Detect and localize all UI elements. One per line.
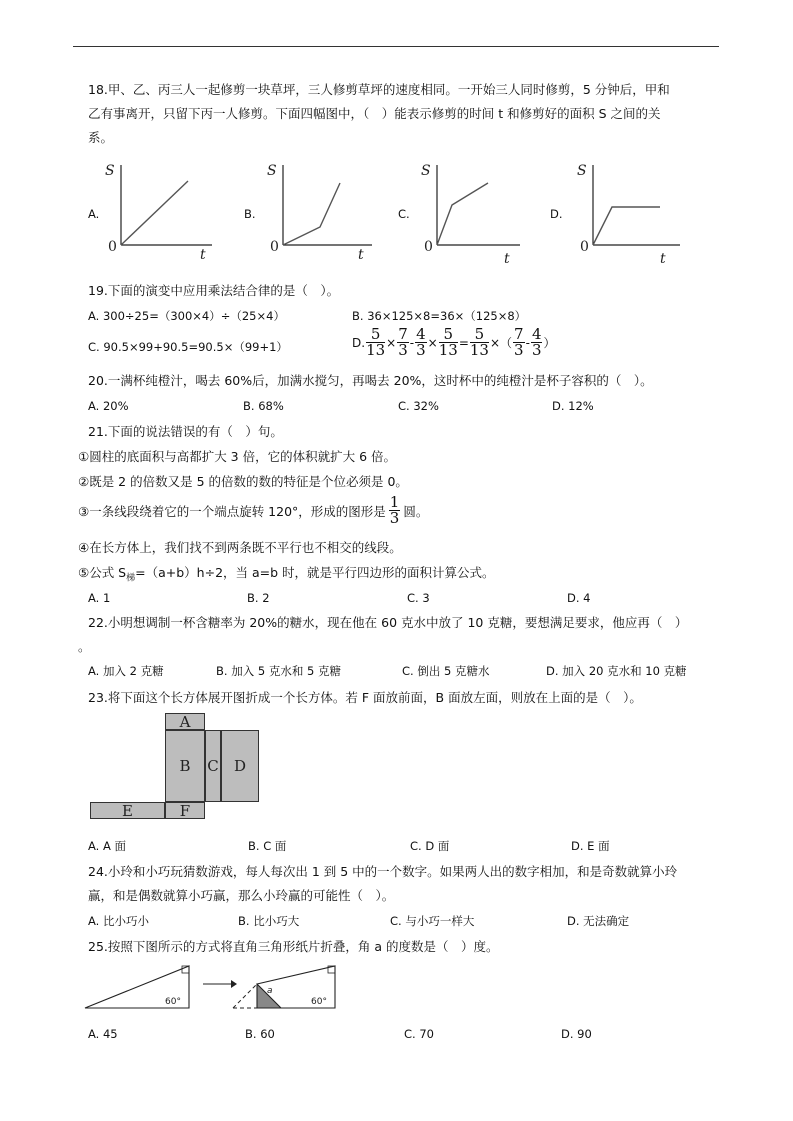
- times-sign: ×: [386, 335, 397, 350]
- fraction: $\frac{4}{3}$: [416, 325, 426, 359]
- q21-option-b[interactable]: B. 2: [247, 591, 270, 605]
- statement-text: =（a+b）h÷2，当 a=b 时，就是平行四边形的面积计算公式。: [135, 565, 495, 580]
- axis-t-label: t: [200, 247, 206, 263]
- q25-option-a[interactable]: A. 45: [88, 1027, 118, 1041]
- origin-label: 0: [580, 239, 589, 255]
- q23-option-d[interactable]: D. E 面: [571, 839, 610, 853]
- face-a: A: [165, 713, 205, 730]
- q23-option-c[interactable]: C. D 面: [410, 839, 450, 853]
- q21-statement-2: ②既是 2 的倍数又是 5 的倍数的数的特征是个位必须是 0。: [78, 474, 408, 489]
- q18-option-d[interactable]: D.: [550, 207, 563, 221]
- angle-60-label: 60°: [311, 997, 327, 1007]
- q19-option-d[interactable]: [352, 327, 556, 358]
- q18-graph-c: [416, 155, 536, 265]
- axis-t-label: t: [660, 251, 666, 267]
- fraction: $\frac{4}{3}$: [531, 325, 542, 359]
- q20-option-c[interactable]: C. 32%: [398, 399, 439, 413]
- q25-option-d[interactable]: D. 90: [561, 1027, 592, 1041]
- q25-option-b[interactable]: B. 60: [245, 1027, 275, 1041]
- axis-t-label: t: [358, 247, 364, 263]
- statement-text: ③一条线段绕着它的一个端点旋转 120°，形成的图形是: [78, 503, 386, 519]
- q18-graph-d: [572, 155, 692, 265]
- origin-label: 0: [424, 239, 433, 255]
- q22-option-d[interactable]: D. 加入 20 克水和 10 克糖: [546, 664, 687, 678]
- q21-statement-4: ④在长方体上，我们找不到两条既不平行也不相交的线段。: [78, 540, 402, 555]
- equals-sign: =: [458, 335, 469, 350]
- q24-option-d[interactable]: D. 无法确定: [567, 914, 630, 928]
- face-d: D: [221, 730, 259, 802]
- face-f: F: [165, 802, 205, 819]
- q21-stem: 21.下面的说法错误的有（ ）句。: [88, 424, 283, 439]
- q22-option-c[interactable]: C. 倒出 5 克糖水: [402, 664, 490, 678]
- axis-s-label: S: [267, 163, 277, 179]
- origin-label: 0: [108, 239, 117, 255]
- face-b: B: [165, 730, 205, 802]
- face-c: C: [205, 730, 221, 802]
- q22-option-a[interactable]: A. 加入 2 克糖: [88, 664, 164, 678]
- fraction: $\frac{5}{13}$: [366, 325, 386, 359]
- q20-option-a[interactable]: A. 20%: [88, 399, 129, 413]
- q20-stem: 20.一满杯纯橙汁，喝去 60%后，加满水搅匀，再喝去 20%，这时杯中的纯橙汁是杯子容积的（ ）。: [88, 373, 653, 388]
- q18-option-a[interactable]: A.: [88, 207, 100, 221]
- angle-a-label: a: [267, 986, 273, 996]
- minus-sign: -: [409, 335, 415, 350]
- q24-option-b[interactable]: B. 比小巧大: [238, 914, 300, 928]
- q18-stem-line2: 乙有事离开，只留下丙一人修剪。下面四幅图中，（ ）能表示修剪的时间 t 和修剪好的面积 S 之间的关: [88, 106, 661, 121]
- times-sign: ×: [427, 335, 438, 350]
- left-paren: （: [500, 336, 513, 350]
- q25-option-c[interactable]: C. 70: [404, 1027, 434, 1041]
- q24-option-a[interactable]: A. 比小巧小: [88, 914, 149, 928]
- fraction: $\frac{7}{3}$: [514, 325, 524, 359]
- q24-stem-line2: 赢，和是偶数就算小巧赢，那么小玲赢的可能性（ ）。: [88, 888, 395, 903]
- times-sign: ×: [489, 335, 501, 350]
- axis-s-label: S: [421, 163, 431, 179]
- option-letter: D.: [352, 335, 366, 350]
- angle-60-label: 60°: [165, 997, 181, 1007]
- q21-statement-1: ①圆柱的底面积与高都扩大 3 倍，它的体积就扩大 6 倍。: [78, 449, 397, 464]
- q22-stem-line1: 22.小明想调制一杯含糖率为 20%的糖水，现在他在 60 克水中放了 10 克糖，要想满足要求，他应再（ ）: [88, 615, 688, 630]
- q25-figure: [85, 960, 385, 1015]
- statement-text: 圆。: [403, 503, 429, 519]
- q23-stem: 23.将下面这个长方体展开图折成一个长方体。若 F 面放前面，B 面放左面，则放在上面的是（ ）。: [88, 690, 642, 705]
- q19-stem: 19.下面的演变中应用乘法结合律的是（ ）。: [88, 283, 340, 298]
- q21-statement-5: [78, 563, 495, 589]
- q18-option-b[interactable]: B.: [244, 207, 256, 221]
- face-e: E: [90, 802, 165, 819]
- origin-label: 0: [270, 239, 279, 255]
- q20-option-b[interactable]: B. 68%: [243, 399, 284, 413]
- q18-stem-line1: 18.甲、乙、丙三人一起修剪一块草坪，三人修剪草坪的速度相同。一开始三人同时修剪，5 分钟后，甲和: [88, 82, 670, 97]
- fraction-one-third: $\frac{1}{3}$: [389, 493, 400, 527]
- q18-graph-a: [100, 155, 220, 265]
- q18-stem-line3: 系。: [88, 130, 114, 145]
- q25-stem: 25.按照下图所示的方式将直角三角形纸片折叠，角 a 的度数是（ ）度。: [88, 939, 499, 954]
- axis-s-label: S: [105, 163, 115, 179]
- q24-stem-line1: 24.小玲和小巧玩猜数游戏，每人每次出 1 到 5 中的一个数字。如果两人出的数字相加，和是奇数就算小玲: [88, 864, 678, 879]
- q23-option-a[interactable]: A. A 面: [88, 839, 126, 853]
- right-paren: ）: [543, 336, 556, 350]
- q21-statement-3: [78, 495, 428, 526]
- q23-option-b[interactable]: B. C 面: [248, 839, 287, 853]
- q21-option-c[interactable]: C. 3: [407, 591, 430, 605]
- fraction: $\frac{5}{13}$: [469, 325, 489, 359]
- subscript: 梯: [126, 573, 136, 584]
- axis-t-label: t: [504, 251, 510, 267]
- q22-option-b[interactable]: B. 加入 5 克水和 5 克糖: [216, 664, 341, 678]
- q19-option-a[interactable]: A. 300÷25=（300×4）÷（25×4）: [88, 309, 285, 323]
- header-rule: [73, 46, 719, 47]
- q18-option-c[interactable]: C.: [398, 207, 410, 221]
- q21-option-a[interactable]: A. 1: [88, 591, 111, 605]
- minus-sign: -: [525, 335, 530, 350]
- fraction: $\frac{5}{13}$: [438, 325, 458, 359]
- q24-option-c[interactable]: C. 与小巧一样大: [390, 914, 475, 928]
- q19-option-b[interactable]: B. 36×125×8=36×（125×8）: [352, 309, 527, 323]
- statement-text: ⑤公式 S: [78, 565, 127, 580]
- q20-option-d[interactable]: D. 12%: [552, 399, 594, 413]
- q18-graph-b: [262, 155, 382, 265]
- axis-s-label: S: [577, 163, 587, 179]
- fraction: $\frac{7}{3}$: [398, 325, 408, 359]
- q19-option-c[interactable]: C. 90.5×99+90.5=90.5×（99+1）: [88, 340, 288, 354]
- q21-option-d[interactable]: D. 4: [567, 591, 591, 605]
- q22-stem-line2: 。: [78, 639, 91, 654]
